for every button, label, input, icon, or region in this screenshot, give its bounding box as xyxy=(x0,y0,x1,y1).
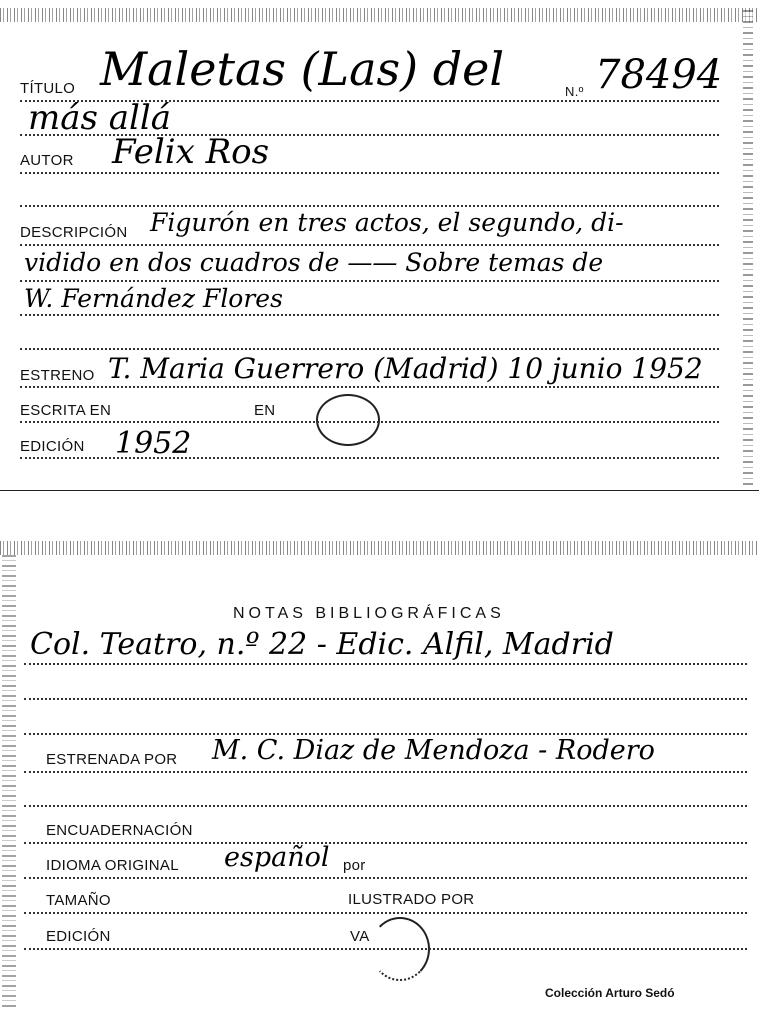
card-torn-top-edge xyxy=(0,8,759,22)
titulo-value: Maletas (Las) del xyxy=(100,42,505,96)
encuadernacion-rule xyxy=(24,842,747,844)
va-label: VA xyxy=(350,928,370,945)
estrenada-label: ESTRENADA POR xyxy=(46,751,178,768)
idioma-rule xyxy=(24,877,747,879)
titulo-value-line2: más allá xyxy=(28,98,172,138)
estreno-value: T. Maria Guerrero (Madrid) 10 junio 1952 xyxy=(108,352,703,385)
collection-credit: Colección Arturo Sedó xyxy=(545,986,675,1000)
catalog-card-back xyxy=(0,535,759,1028)
autor-rule xyxy=(20,172,719,174)
titulo-label: TÍTULO xyxy=(20,80,76,97)
estrenada-rule xyxy=(24,771,747,773)
notas-rule-2 xyxy=(24,698,747,700)
catalog-card-front xyxy=(0,0,759,495)
notas-value: Col. Teatro, n.º 22 - Edic. Alfil, Madrid xyxy=(30,627,614,662)
escrita-label: ESCRITA EN xyxy=(20,402,112,419)
edicion-value: 1952 xyxy=(115,426,192,461)
number-label: N.º xyxy=(565,84,584,99)
descripcion-line3: W. Fernández Flores xyxy=(24,284,283,313)
edicion-rule xyxy=(20,457,719,459)
por-label: por xyxy=(343,857,366,874)
tamano-rule xyxy=(24,912,747,914)
descripcion-rule-3 xyxy=(20,314,719,316)
descripcion-rule-1 xyxy=(20,244,719,246)
autor-value: Felix Ros xyxy=(112,132,270,172)
tamano-label: TAMAÑO xyxy=(46,892,111,909)
descripcion-label: DESCRIPCIÓN xyxy=(20,224,128,241)
idioma-value: español xyxy=(224,842,330,873)
ilustrado-label: ILUSTRADO POR xyxy=(348,891,475,908)
descripcion-rule-4 xyxy=(20,348,719,350)
estreno-rule xyxy=(20,386,719,388)
card-torn-right-edge xyxy=(743,10,753,485)
descripcion-rule-2 xyxy=(20,280,719,282)
blank-rule xyxy=(24,805,747,807)
escrita-rule xyxy=(20,421,719,423)
edicion-rule xyxy=(24,948,747,950)
descripcion-line2: vidido en dos cuadros de —— Sobre temas de xyxy=(24,248,604,277)
edicion-label: EDICIÓN xyxy=(46,928,111,945)
en-label: EN xyxy=(254,402,276,419)
card-torn-left-edge xyxy=(2,555,16,1008)
encuadernacion-label: ENCUADERNACIÓN xyxy=(46,822,193,839)
ink-stamp-icon xyxy=(316,394,380,446)
edicion-label: EDICIÓN xyxy=(20,438,85,455)
card-bottom-edge xyxy=(0,490,759,491)
autor-label: AUTOR xyxy=(20,152,74,169)
blank-rule xyxy=(20,205,719,207)
idioma-label: IDIOMA ORIGINAL xyxy=(46,857,179,874)
estrenada-value: M. C. Diaz de Mendoza - Rodero xyxy=(212,735,655,766)
notas-heading: NOTAS BIBLIOGRÁFICAS xyxy=(233,605,505,622)
notas-rule-1 xyxy=(24,663,747,665)
estreno-label: ESTRENO xyxy=(20,367,95,384)
card-torn-top-edge xyxy=(0,541,759,555)
descripcion-line1: Figurón en tres actos, el segundo, di- xyxy=(150,208,624,237)
number-value: 78494 xyxy=(595,52,723,98)
